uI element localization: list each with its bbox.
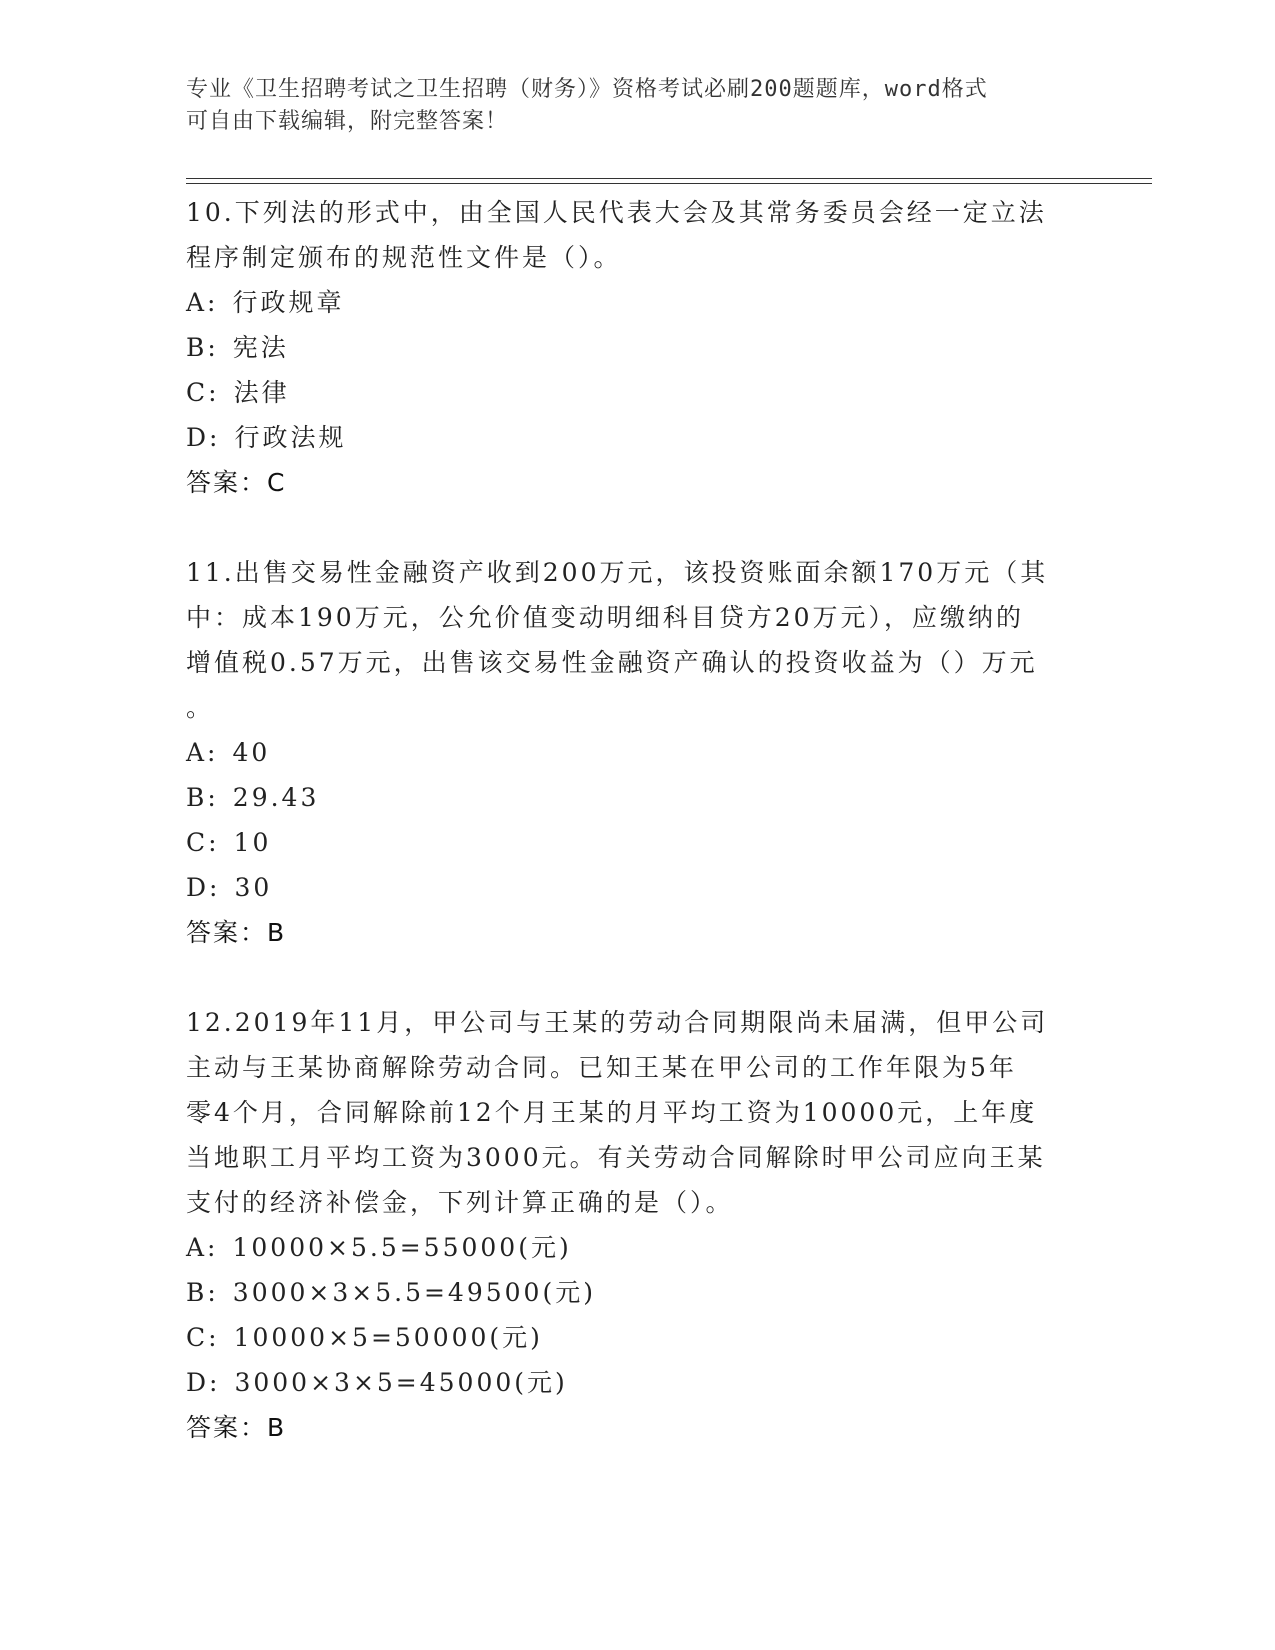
option-text: 10 [233, 828, 272, 857]
option-label: C: [186, 378, 220, 407]
answer-text: 答案：B [186, 918, 287, 947]
option-label: A: [186, 738, 219, 767]
option-a [186, 1225, 1066, 1270]
option-text: 3000×3×5.5=49500(元) [232, 1278, 596, 1307]
question-text-line: 12.2019年11月，甲公司与王某的劳动合同期限尚未届满，但甲公司 [186, 1008, 1049, 1037]
header-line-1: 专业《卫生招聘考试之卫生招聘（财务）》资格考试必刷200题题库，word格式 [186, 77, 988, 102]
question-text-line: 支付的经济补偿金，下列计算正确的是（）。 [186, 1188, 734, 1217]
document-header [186, 74, 1066, 138]
option-text: 法律 [233, 378, 290, 407]
option-text: 10000×5.5=55000(元) [232, 1233, 572, 1262]
option-label: D: [186, 423, 221, 452]
question-text-line: 增值税0.57万元，出售该交易性金融资产确认的投资收益为（）万元 [186, 648, 1038, 677]
question-10 [186, 190, 1066, 505]
option-b [186, 775, 1066, 820]
option-a [186, 280, 1066, 325]
option-label: A: [186, 288, 219, 317]
option-label: B: [186, 333, 219, 362]
option-d [186, 1360, 1066, 1405]
option-d [186, 415, 1066, 460]
option-label: B: [186, 1278, 219, 1307]
option-label: B: [186, 783, 219, 812]
option-text: 10000×5=50000(元) [233, 1323, 543, 1352]
answer-text: 答案：B [186, 1413, 287, 1442]
header-divider-bottom [186, 183, 1152, 184]
answer-text: 答案：C [186, 468, 287, 497]
option-text: 40 [232, 738, 271, 767]
option-b [186, 325, 1066, 370]
question-text-line: 11.出售交易性金融资产收到200万元，该投资账面余额170万元（其 [186, 558, 1049, 587]
question-text-line: 当地职工月平均工资为3000元。有关劳动合同解除时甲公司应向王某 [186, 1143, 1046, 1172]
option-text: 宪法 [232, 333, 289, 362]
question-12-text [186, 1000, 1066, 1225]
header-divider-top [186, 178, 1152, 179]
question-text-line: 中：成本190万元，公允价值变动明细科目贷方20万元），应缴纳的 [186, 603, 1025, 632]
option-text: 29.43 [232, 783, 320, 812]
question-text-line: 主动与王某协商解除劳动合同。已知王某在甲公司的工作年限为5年 [186, 1053, 1017, 1082]
option-c [186, 1315, 1066, 1360]
question-10-text [186, 190, 1066, 280]
option-b [186, 1270, 1066, 1315]
question-text-line: 10.下列法的形式中，由全国人民代表大会及其常务委员会经一定立法 [186, 198, 1047, 227]
question-text-line: 。 [186, 693, 215, 722]
option-label: D: [186, 1368, 221, 1397]
question-11 [186, 550, 1066, 955]
option-label: C: [186, 828, 220, 857]
header-line-2: 可自由下载编辑，附完整答案！ [186, 109, 509, 134]
question-11-text [186, 550, 1066, 730]
option-label: A: [186, 1233, 219, 1262]
question-12 [186, 1000, 1066, 1450]
question-list [186, 190, 1066, 1495]
option-text: 30 [234, 873, 273, 902]
option-a [186, 730, 1066, 775]
option-text: 行政规章 [232, 288, 345, 317]
option-label: C: [186, 1323, 220, 1352]
option-label: D: [186, 873, 221, 902]
option-text: 行政法规 [234, 423, 347, 452]
question-text-line: 零4个月，合同解除前12个月王某的月平均工资为10000元，上年度 [186, 1098, 1038, 1127]
question-text-line: 程序制定颁布的规范性文件是（）。 [186, 243, 622, 272]
option-text: 3000×3×5=45000(元) [234, 1368, 568, 1397]
option-d [186, 865, 1066, 910]
option-c [186, 820, 1066, 865]
option-c [186, 370, 1066, 415]
